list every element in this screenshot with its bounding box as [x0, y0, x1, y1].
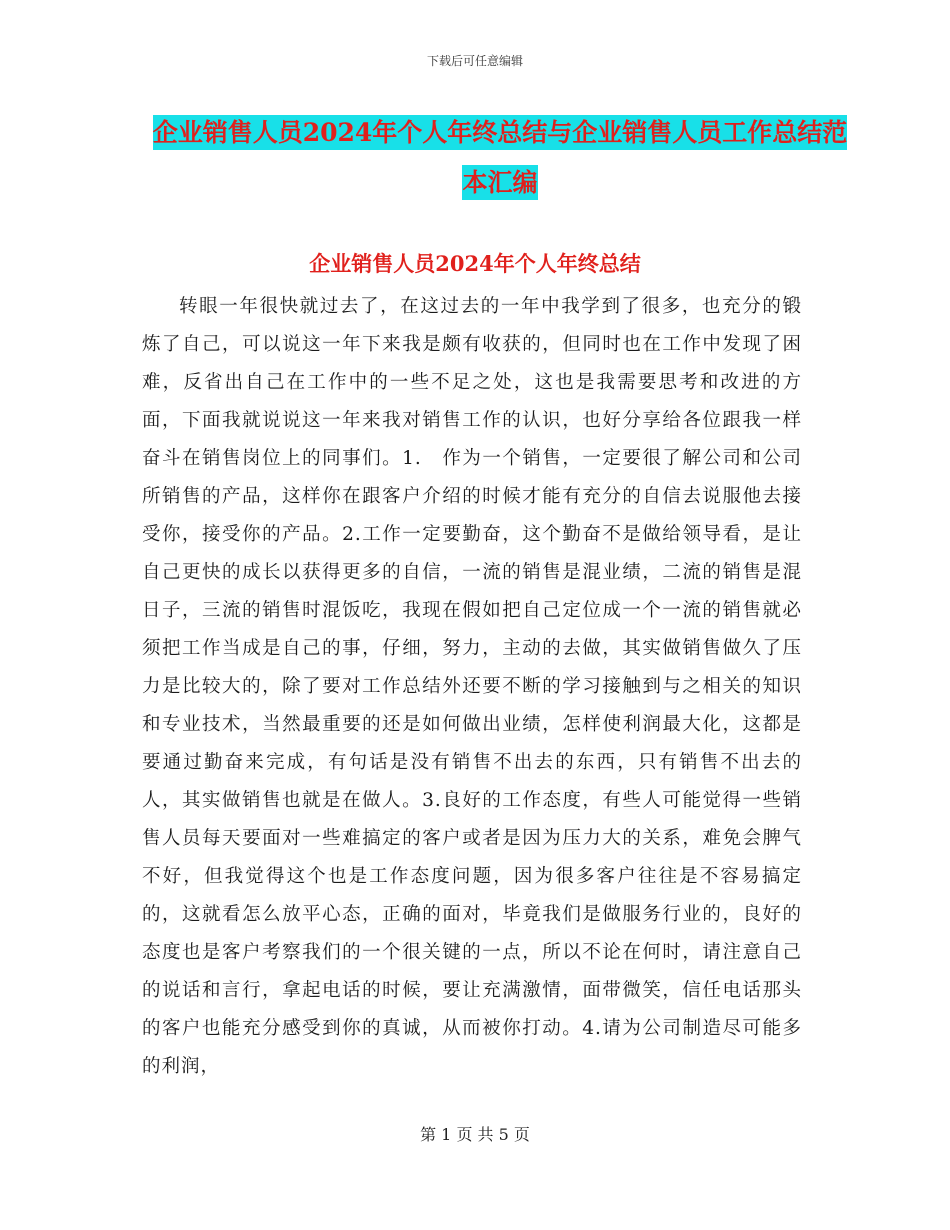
- page-number-footer: 第 1 页 共 5 页: [420, 1125, 530, 1144]
- body-paragraph: 转眼一年很快就过去了，在这过去的一年中我学到了很多，也充分的锻炼了自己，可以说这一年下来我是颇有收获的，但同时也在工作中发现了困难，反省出自己在工作中的一些不足之处，这也是我需要思考和改进的方面，下面我就说说这一年来我对销售工作的认识，也好分享给各位跟我一样奋斗在销售岗位上的同事们。1. 作为一个销售，一定要很了解公司和公司所销售的产品，这样你在跟客户介绍的时候才能有充分的自信去说服他去接受你，接受你的产品。2.工作一定要勤奋，这个勤奋不是做给领导看，是让自己更快的成长以获得更多的自信，一流的销售是混业绩，二流的销售是混日子，三流的销售时混饭吃，我现在假如把自己定位成一个一流的销售就必须把工作当成是自己的事，仔细，努力，主动的去做，其实做销售做久了压力是比较大的，除了要对工作总结外还要不断的学习接触到与之相关的知识和专业技术，当然最重要的还是如何做出业绩，怎样使利润最大化，这都是要通过勤奋来完成，有句话是没有销售不出去的东西，只有销售不出去的人，其实做销售也就是在做人。3.良好的工作态度，有些人可能觉得一些销售人员每天要面对一些难搞定的客户或者是因为压力大的关系，难免会脾气不好，但我觉得这个也是工作态度问题，因为很多客户往往是不容易搞定的，这就看怎么放平心态，正确的面对，毕竟我们是做服务行业的，良好的态度也是客户考察我们的一个很关键的一点，所以不论在何时，请注意自己的说话和言行，拿起电话的时候，要让充满激情，面带微笑，信任电话那头的客户也能充分感受到你的真诚，从而被你打动。4.请为公司制造尽可能多的利润，: [142, 296, 802, 1077]
- document-title: [150, 108, 850, 208]
- section-title: 企业销售人员2024年个人年终总结: [309, 251, 641, 276]
- page-header-note: 下载后可任意编辑: [426, 54, 523, 68]
- document-title-text: 企业销售人员2024年个人年终总结与企业销售人员工作总结范本汇编: [153, 115, 848, 200]
